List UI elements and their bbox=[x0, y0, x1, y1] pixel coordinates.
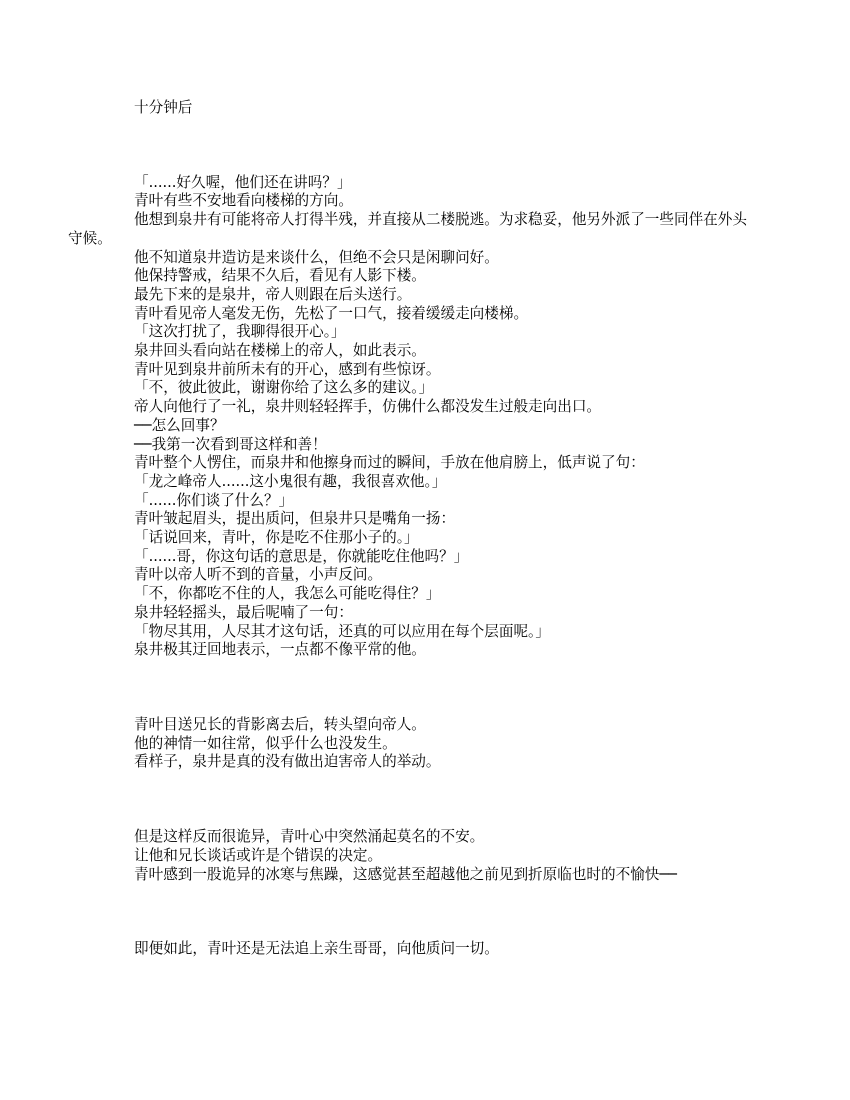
dialogue-line: 「物尽其用，人尽其才这句话，还真的可以应用在每个层面呢。」 bbox=[134, 622, 550, 640]
dialogue-line: 「不，彼此彼此，谢谢你给了这么多的建议。」 bbox=[134, 379, 434, 397]
narration-paragraph: 青叶感到一股诡异的冰寒与焦躁，这感觉甚至超越他之前见到折原临也时的不愉快── bbox=[134, 865, 677, 883]
narration-paragraph: 他的神情一如往常，似乎什么也没发生。 bbox=[134, 734, 397, 752]
narration-paragraph: 青叶整个人愣住，而泉井和他擦身而过的瞬间，手放在他肩膀上，低声说了句： bbox=[134, 454, 645, 472]
narration-paragraph: 让他和兄长谈话或许是个错误的决定。 bbox=[134, 846, 383, 864]
dialogue-line: 「不，你都吃不住的人，我怎么可能吃得住？」 bbox=[134, 585, 441, 603]
narration-paragraph: 青叶皱起眉头，提出质问，但泉井只是嘴角一扬： bbox=[134, 510, 456, 528]
inner-thought: ──我第一次看到哥这样和善！ bbox=[134, 435, 327, 453]
narration-paragraph: 即便如此，青叶还是无法追上亲生哥哥，向他质问一切。 bbox=[134, 940, 499, 958]
narration-paragraph: 看样子，泉井是真的没有做出迫害帝人的举动。 bbox=[134, 753, 441, 771]
dialogue-line: 「这次打扰了，我聊得很开心。」 bbox=[134, 323, 346, 341]
narration-paragraph: 他保持警戒，结果不久后，看见有人影下楼。 bbox=[134, 267, 426, 285]
narration-paragraph: 帝人向他行了一礼，泉井则轻轻挥手，仿佛什么都没发生过般走向出口。 bbox=[134, 398, 602, 416]
narration-paragraph: 泉井轻轻摇头，最后呢喃了一句： bbox=[134, 603, 353, 621]
inner-thought: ──怎么回事？ bbox=[134, 416, 225, 434]
narration-paragraph: 青叶以帝人听不到的音量，小声反问。 bbox=[134, 566, 383, 584]
narration-paragraph: 但是这样反而很诡异，青叶心中突然涌起莫名的不安。 bbox=[134, 828, 485, 846]
section-break bbox=[101, 772, 761, 828]
section-break bbox=[101, 118, 761, 174]
narration-paragraph: 青叶有些不安地看向楼梯的方向。 bbox=[134, 192, 353, 210]
narration-paragraph: 他不知道泉井造访是来谈什么，但绝不会只是闲聊问好。 bbox=[134, 248, 499, 266]
narration-paragraph: 最先下来的是泉井，帝人则跟在后头送行。 bbox=[134, 285, 412, 303]
dialogue-line: 「......好久喔，他们还在讲吗？」 bbox=[134, 173, 352, 191]
dialogue-line: 「......哥，你这句话的意思是，你就能吃住他吗？」 bbox=[134, 547, 469, 565]
narration-paragraph: 青叶看见帝人毫发无伤，先松了一口气，接着缓缓走向楼梯。 bbox=[134, 304, 529, 322]
dialogue-line: 「龙之峰帝人......这小鬼很有趣，我很喜欢他。」 bbox=[134, 472, 447, 490]
narration-paragraph: 泉井回头看向站在楼梯上的帝人，如此表示。 bbox=[134, 342, 426, 360]
narration-paragraph: 他想到泉井有可能将帝人打得半残，并直接从二楼脱逃。为求稳妥，他另外派了一些同伴在外头守候。 bbox=[68, 211, 747, 247]
scene-heading: 十分钟后 bbox=[134, 99, 193, 116]
narration-paragraph: 泉井极其迂回地表示，一点都不像平常的他。 bbox=[134, 641, 426, 659]
section-break bbox=[101, 660, 761, 716]
narration-paragraph: 青叶目送兄长的背影离去后，转头望向帝人。 bbox=[134, 715, 426, 733]
narration-paragraph: 青叶见到泉井前所未有的开心，感到有些惊讶。 bbox=[134, 360, 441, 378]
dialogue-line: 「话说回来，青叶，你是吃不住那小子的。」 bbox=[134, 529, 419, 547]
section-break bbox=[101, 884, 761, 940]
dialogue-line: 「......你们谈了什么？」 bbox=[134, 491, 294, 509]
document-page bbox=[68, 99, 761, 959]
